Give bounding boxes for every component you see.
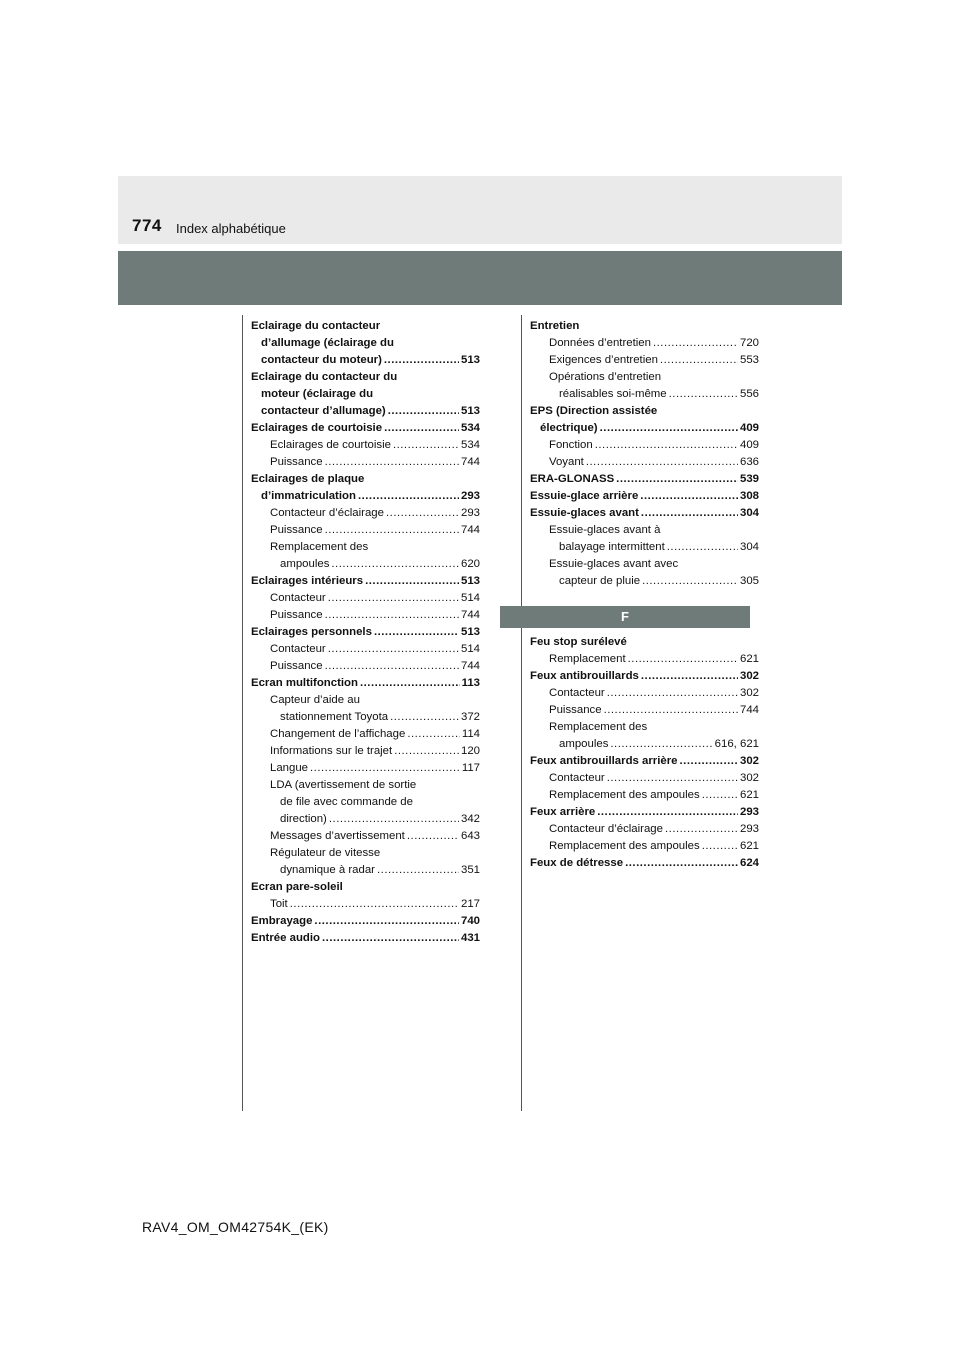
- index-subentry: [251, 743, 480, 760]
- entry-term: Langue: [270, 762, 309, 774]
- entry-term: dynamique à radar: [280, 864, 375, 876]
- entry-page-number: 621: [739, 789, 759, 801]
- entry-page-number: 620: [460, 558, 480, 570]
- entry-term: Puissance: [270, 456, 323, 468]
- index-entry: [530, 668, 759, 685]
- leader-dots: [328, 590, 459, 607]
- index-subentry: [530, 454, 759, 471]
- entry-page-number: 534: [460, 439, 480, 451]
- entry-page-number: 744: [460, 524, 480, 536]
- entry-term: Opérations d’entretien: [549, 371, 662, 383]
- page-header: [118, 176, 842, 244]
- entry-term: Contacteur d’éclairage: [549, 823, 663, 835]
- index-subentry: [530, 369, 759, 403]
- entry-term: contacteur d’allumage): [261, 405, 386, 417]
- entry-page-number: 308: [739, 490, 759, 502]
- index-subentry: [251, 607, 480, 624]
- entry-term: Essuie-glaces avant avec: [549, 558, 679, 570]
- leader-dots: [607, 685, 738, 702]
- entry-term: d’allumage (éclairage du: [261, 337, 394, 349]
- entry-term: électrique): [540, 422, 598, 434]
- entry-page-number: 305: [739, 575, 759, 587]
- entry-term: stationnement Toyota: [280, 711, 389, 723]
- entry-term: direction): [280, 813, 327, 825]
- entry-term: Eclairages de courtoisie: [270, 439, 391, 451]
- leader-dots: [625, 855, 738, 872]
- entry-page-number: 342: [460, 813, 480, 825]
- entry-term: capteur de pluie: [559, 575, 641, 587]
- index-subentry: [530, 702, 759, 719]
- page-number: 774: [132, 216, 162, 235]
- entry-term: Eclairages intérieurs: [251, 575, 364, 587]
- entry-page-number: 117: [461, 762, 480, 774]
- entry-term: ampoules: [280, 558, 330, 570]
- entry-page-number: 744: [460, 660, 480, 672]
- entry-term: Remplacement des: [549, 721, 648, 733]
- entry-page-number: 513: [460, 626, 480, 638]
- leader-dots: [702, 787, 738, 804]
- index-entry: [530, 855, 759, 872]
- leader-dots: [358, 488, 459, 505]
- entry-page-number: 302: [739, 670, 759, 682]
- entry-page-number: 513: [460, 405, 480, 417]
- entry-page-number: 534: [460, 422, 480, 434]
- entry-term: Contacteur: [549, 772, 605, 784]
- index-subentry: [251, 692, 480, 726]
- leader-dots: [325, 658, 459, 675]
- entry-page-number: 513: [460, 575, 480, 587]
- entry-term: EPS (Direction assistée: [530, 405, 658, 417]
- index-subentry: [530, 556, 759, 590]
- index-entry: [251, 573, 480, 590]
- index-subentry: [251, 522, 480, 539]
- leader-dots: [310, 760, 460, 777]
- index-subentry: [251, 641, 480, 658]
- index-entry: [530, 488, 759, 505]
- index-subentry: [251, 437, 480, 454]
- entry-term: Informations sur le trajet: [270, 745, 393, 757]
- leader-dots: [384, 352, 459, 369]
- leader-dots: [407, 726, 460, 743]
- entry-term: Eclairages de plaque: [251, 473, 365, 485]
- header-band: [118, 251, 842, 305]
- entry-page-number: 720: [739, 337, 759, 349]
- entry-term: Eclairage du contacteur: [251, 320, 381, 332]
- entry-term: Capteur d’aide au: [270, 694, 360, 706]
- entry-page-number: 621: [739, 653, 759, 665]
- index-subentry: [530, 522, 759, 556]
- entry-term: Eclairages de courtoisie: [251, 422, 383, 434]
- index-subentry: [530, 838, 759, 855]
- leader-dots: [600, 420, 738, 437]
- entry-page-number: 556: [739, 388, 759, 400]
- section-title: Index alphabétique: [176, 221, 286, 236]
- index-entry: [251, 879, 480, 896]
- leader-dots: [314, 913, 459, 930]
- index-subentry: [251, 454, 480, 471]
- index-subentry: [251, 845, 480, 879]
- entry-page-number: 114: [461, 728, 480, 740]
- entry-term: ERA-GLONASS: [530, 473, 615, 485]
- leader-dots: [628, 651, 738, 668]
- entry-term: ampoules: [559, 738, 609, 750]
- index-column-right: [530, 318, 759, 872]
- entry-term: Contacteur: [549, 687, 605, 699]
- entry-page-number: 616, 621: [714, 738, 759, 750]
- leader-dots: [669, 386, 738, 403]
- index-entry: [251, 369, 480, 420]
- leader-dots: [365, 573, 459, 590]
- entry-term: de file avec commande de: [280, 796, 413, 808]
- index-entry: [251, 624, 480, 641]
- leader-dots: [641, 668, 738, 685]
- entry-term: Remplacement des ampoules: [549, 840, 700, 852]
- index-subentry: [251, 505, 480, 522]
- entry-page-number: 636: [739, 456, 759, 468]
- entry-term: Essuie-glaces avant à: [549, 524, 661, 536]
- entry-term: Feu stop surélevé: [530, 636, 627, 648]
- index-entry: [251, 913, 480, 930]
- entry-page-number: 293: [739, 823, 759, 835]
- entry-term: Exigences d’entretien: [549, 354, 658, 366]
- leader-dots: [595, 437, 738, 454]
- index-subentry: [251, 896, 480, 913]
- index-subentry: [530, 685, 759, 702]
- leader-dots: [325, 522, 459, 539]
- entry-page-number: 120: [460, 745, 480, 757]
- index-subentry: [530, 770, 759, 787]
- index-subentry: [251, 539, 480, 573]
- document-code: RAV4_OM_OM42754K_(EK): [142, 1219, 329, 1235]
- index-column-left: [251, 318, 480, 947]
- leader-dots: [667, 539, 738, 556]
- leader-dots: [393, 437, 459, 454]
- index-entry: [530, 804, 759, 821]
- entry-page-number: 304: [739, 507, 759, 519]
- entry-page-number: 302: [739, 755, 759, 767]
- entry-term: Embrayage: [251, 915, 313, 927]
- entry-term: Contacteur d’éclairage: [270, 507, 384, 519]
- entry-page-number: 293: [739, 806, 759, 818]
- leader-dots: [331, 556, 459, 573]
- entry-term: Remplacement des ampoules: [549, 789, 700, 801]
- index-subentry: [251, 828, 480, 845]
- leader-dots: [388, 403, 459, 420]
- entry-page-number: 304: [739, 541, 759, 553]
- index-entry: [530, 318, 759, 335]
- leader-dots: [597, 804, 738, 821]
- leader-dots: [642, 573, 738, 590]
- leader-dots: [374, 624, 459, 641]
- index-entry: [251, 930, 480, 947]
- leader-dots: [665, 821, 738, 838]
- entry-term: Puissance: [549, 704, 602, 716]
- entry-page-number: 409: [739, 439, 759, 451]
- leader-dots: [610, 736, 712, 753]
- leader-dots: [586, 454, 738, 471]
- entry-term: Eclairage du contacteur du: [251, 371, 398, 383]
- entry-term: Changement de l’affichage: [270, 728, 406, 740]
- leader-dots: [653, 335, 738, 352]
- entry-term: LDA (avertissement de sortie: [270, 779, 417, 791]
- entry-page-number: 744: [739, 704, 759, 716]
- entry-term: Entrée audio: [251, 932, 320, 944]
- entry-page-number: 513: [460, 354, 480, 366]
- entry-term: Données d’entretien: [549, 337, 651, 349]
- leader-dots: [394, 743, 459, 760]
- index-subentry: [251, 726, 480, 743]
- entry-page-number: 553: [739, 354, 759, 366]
- index-entry: [530, 505, 759, 522]
- entry-term: Fonction: [549, 439, 593, 451]
- entry-page-number: 293: [460, 490, 480, 502]
- entry-page-number: 740: [460, 915, 480, 927]
- entry-page-number: 431: [460, 932, 480, 944]
- index-subentry: [530, 821, 759, 838]
- entry-term: Puissance: [270, 660, 323, 672]
- index-subentry: [530, 335, 759, 352]
- leader-dots: [325, 454, 459, 471]
- column-rule-left: [242, 315, 243, 1111]
- leader-dots: [325, 607, 459, 624]
- entry-term: Feux arrière: [530, 806, 596, 818]
- index-subentry: [251, 658, 480, 675]
- entry-term: Messages d’avertissement: [270, 830, 405, 842]
- entry-page-number: 514: [460, 643, 480, 655]
- leader-dots: [604, 702, 738, 719]
- entry-term: Voyant: [549, 456, 584, 468]
- entry-term: Toit: [270, 898, 288, 910]
- entry-term: contacteur du moteur): [261, 354, 382, 366]
- entry-term: Remplacement: [549, 653, 626, 665]
- entry-term: Remplacement des: [270, 541, 369, 553]
- entry-term: Ecran multifonction: [251, 677, 358, 689]
- entry-term: Contacteur: [270, 643, 326, 655]
- index-subentry: [530, 719, 759, 753]
- entry-page-number: 293: [460, 507, 480, 519]
- leader-dots: [384, 420, 459, 437]
- index-subentry: [251, 760, 480, 777]
- leader-dots: [322, 930, 459, 947]
- index-entry: [530, 753, 759, 770]
- entry-term: Feux de détresse: [530, 857, 624, 869]
- entry-term: Entretien: [530, 320, 580, 332]
- entry-term: Puissance: [270, 524, 323, 536]
- entry-page-number: 744: [460, 456, 480, 468]
- index-subentry: [530, 437, 759, 454]
- leader-dots: [641, 505, 738, 522]
- entry-term: Puissance: [270, 609, 323, 621]
- index-subentry: [530, 651, 759, 668]
- entry-page-number: 351: [460, 864, 480, 876]
- entry-term: Eclairages personnels: [251, 626, 372, 638]
- entry-term: Régulateur de vitesse: [270, 847, 381, 859]
- entry-page-number: 113: [461, 677, 480, 689]
- index-subentry: [251, 777, 480, 828]
- entry-term: Ecran pare-soleil: [251, 881, 343, 893]
- leader-dots: [329, 811, 459, 828]
- index-subentry: [251, 590, 480, 607]
- entry-page-number: 624: [739, 857, 759, 869]
- index-subentry: [530, 787, 759, 804]
- section-letter-band: F: [500, 606, 750, 628]
- entry-page-number: 539: [739, 473, 759, 485]
- entry-page-number: 409: [739, 422, 759, 434]
- leader-dots: [390, 709, 459, 726]
- index-entry: [251, 471, 480, 505]
- entry-term: Contacteur: [270, 592, 326, 604]
- index-entry: [530, 471, 759, 488]
- entry-term: moteur (éclairage du: [261, 388, 374, 400]
- entry-term: réalisables soi-même: [559, 388, 667, 400]
- leader-dots: [680, 753, 738, 770]
- index-entry: [251, 318, 480, 369]
- leader-dots: [386, 505, 459, 522]
- entry-page-number: 621: [739, 840, 759, 852]
- leader-dots: [328, 641, 459, 658]
- leader-dots: [377, 862, 459, 879]
- index-entry: [251, 675, 480, 692]
- column-rule-right: [521, 315, 522, 1111]
- leader-dots: [407, 828, 459, 845]
- entry-term: Feux antibrouillards arrière: [530, 755, 678, 767]
- entry-term: Essuie-glace arrière: [530, 490, 639, 502]
- entry-term: d’immatriculation: [261, 490, 356, 502]
- entry-term: balayage intermittent: [559, 541, 665, 553]
- leader-dots: [702, 838, 738, 855]
- index-entry: [251, 420, 480, 437]
- leader-dots: [640, 488, 738, 505]
- entry-page-number: 302: [739, 687, 759, 699]
- entry-term: Feux antibrouillards: [530, 670, 639, 682]
- entry-page-number: 643: [460, 830, 480, 842]
- entry-page-number: 302: [739, 772, 759, 784]
- leader-dots: [607, 770, 738, 787]
- index-entry: [530, 634, 759, 651]
- index-entry: [530, 403, 759, 437]
- entry-page-number: 372: [460, 711, 480, 723]
- leader-dots: [660, 352, 738, 369]
- leader-dots: [616, 471, 738, 488]
- leader-dots: [360, 675, 460, 692]
- entry-term: Essuie-glaces avant: [530, 507, 639, 519]
- entry-page-number: 217: [460, 898, 480, 910]
- entry-page-number: 514: [460, 592, 480, 604]
- leader-dots: [290, 896, 459, 913]
- entry-page-number: 744: [460, 609, 480, 621]
- index-subentry: [530, 352, 759, 369]
